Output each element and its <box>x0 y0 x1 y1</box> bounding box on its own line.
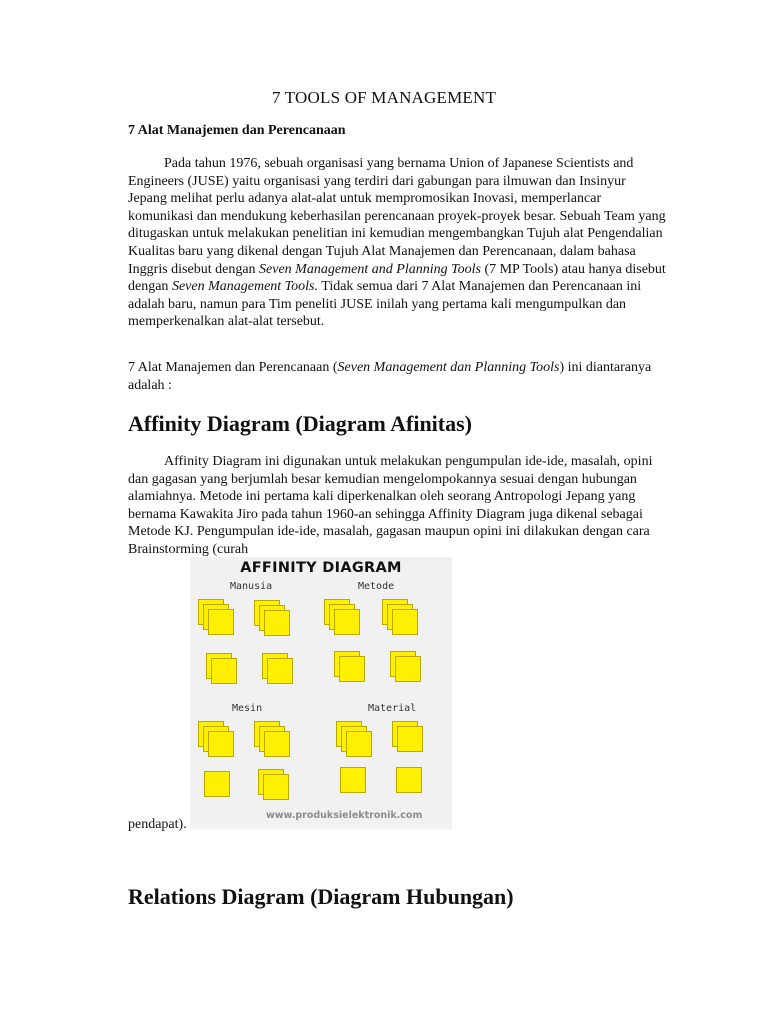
figure-watermark: www.produksielektronik.com <box>266 810 423 821</box>
group-label-metode: Metode <box>358 581 395 592</box>
sticky-note <box>339 656 365 682</box>
sticky-note <box>392 609 418 635</box>
relations-heading: Relations Diagram (Diagram Hubungan) <box>128 884 514 909</box>
list-intro-text-2: ) ini diantaranya adalah : <box>128 360 652 393</box>
intro-text-2: (7 MP Tools) atau hanya disebut dengan <box>128 261 666 295</box>
sticky-note <box>264 610 290 636</box>
group-label-manusia: Manusia <box>230 581 273 592</box>
sticky-note <box>267 658 293 684</box>
affinity-body-end: pendapat). <box>128 817 187 832</box>
affinity-heading: Affinity Diagram (Diagram Afinitas) <box>128 411 473 436</box>
list-intro-paragraph <box>128 359 668 394</box>
list-intro-text-1: 7 Alat Manajemen dan Perencanaan ( <box>128 360 338 375</box>
intro-emphasis-1: Seven Management and Planning Tools <box>259 261 481 277</box>
sticky-note <box>264 731 290 757</box>
intro-emphasis-2: Seven Management Tools. <box>171 279 319 295</box>
affinity-diagram-figure <box>190 557 452 829</box>
list-intro-emphasis: Seven Management dan Planning Tools <box>337 360 560 375</box>
affinity-paragraph <box>128 453 668 559</box>
document-subtitle: 7 Alat Manajemen dan Perencanaan <box>128 123 346 138</box>
sticky-note <box>204 771 230 797</box>
group-label-material: Material <box>368 703 417 714</box>
sticky-note <box>396 767 422 793</box>
document-title: 7 TOOLS OF MANAGEMENT <box>271 88 497 107</box>
group-label-mesin: Mesin <box>232 703 263 714</box>
intro-paragraph <box>128 155 668 331</box>
affinity-body: Affinity Diagram ini digunakan untuk melakukan pengumpulan ide-ide, masalah, opini dan gagasan yang berjumlah besar kemudian mengelompokannya sesuai dengan hubungan alamiahnya. Metode ini pertama kali diperkenalkan oleh seorang Antropologi Jepang yang bernama Kawakita Jiro pada tahun 1960-an sehingga Affinity Diagram juga dikenal sebagai Metode KJ. Pengumpulan ide-ide, masalah, gagasan maupun opini ini dilakukan dengan cara Brainstorming (curah <box>128 454 653 557</box>
intro-text-3: Tidak semua dari 7 Alat Manajemen dan Perencanaan ini adalah baru, namun para Tim peneliti JUSE inilah yang pertama kali mengumpulkan dan memperkenalkan alat-alat tersebut. <box>128 279 642 330</box>
sticky-note <box>340 767 366 793</box>
sticky-note <box>334 609 360 635</box>
figure-title: AFFINITY DIAGRAM <box>240 560 402 576</box>
sticky-note <box>395 656 421 682</box>
sticky-note <box>263 774 289 800</box>
sticky-note <box>397 726 423 752</box>
sticky-note <box>208 609 234 635</box>
sticky-note <box>211 658 237 684</box>
sticky-note <box>346 731 372 757</box>
sticky-note <box>208 731 234 757</box>
intro-text-1: Pada tahun 1976, sebuah organisasi yang bernama Union of Japanese Scientists and Engineers (JUSE) yaitu organisasi yang terdiri dari gabungan para ilmuwan dan Insinyur Jepang melihat perlu adanya alat-alat untuk mempromosikan Inovasi, memperlancar komunikasi dan mendukung keberhasilan perencanaan proyek-proyek besar. Sebuah Team yang ditugaskan untuk melakukan penelitian ini kemudian mengembangkan Tujuh alat Pengendalian Kualitas baru yang dikenal dengan Tujuh Alat Manajemen dan Perencanaan, dalam bahasa Inggris disebut dengan <box>128 156 666 277</box>
